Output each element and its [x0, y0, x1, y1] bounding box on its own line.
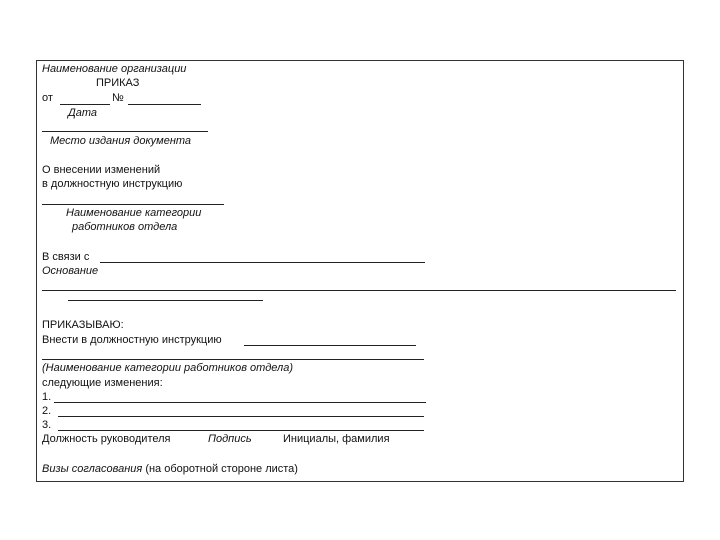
item-1-blank-line — [54, 402, 426, 403]
document-frame — [36, 60, 684, 482]
item-2-blank-line — [58, 416, 424, 417]
category-parenthetical: (Наименование категории работников отдела) — [42, 362, 294, 374]
visa-note: (на оборотной стороне листа) — [145, 463, 298, 475]
reason-blank-line — [100, 262, 425, 263]
place-blank-line — [42, 131, 208, 132]
category-caption-1: Наименование категории — [66, 207, 202, 219]
place-caption: Место издания документа — [50, 135, 192, 147]
number-blank-line — [128, 104, 201, 105]
changes-label: следующие изменения: — [42, 377, 163, 389]
visa-label: Визы согласования — [42, 463, 143, 475]
item-3-blank-line — [58, 430, 424, 431]
item-3-number: 3. — [42, 419, 52, 431]
date-prefix: от — [42, 92, 53, 104]
date-blank-line — [60, 104, 110, 105]
reason-prefix: В связи с — [42, 251, 90, 263]
sign-position: Должность руководителя — [42, 433, 171, 445]
sign-signature: Подпись — [208, 433, 252, 445]
basis-label: Основание — [42, 265, 99, 277]
order-word: ПРИКАЗЫВАЮ: — [42, 319, 124, 331]
item-2-number: 2. — [42, 405, 52, 417]
amend-blank-line-1 — [244, 345, 416, 346]
date-caption: Дата — [68, 107, 98, 119]
subject-line-2: в должностную инструкцию — [42, 178, 183, 190]
subject-line-1: О внесении изменений — [42, 164, 161, 176]
item-1-number: 1. — [42, 391, 52, 403]
category-caption-2: работников отдела — [72, 221, 178, 233]
order-title: ПРИКАЗ — [96, 77, 140, 89]
basis-blank-line-2 — [68, 300, 263, 301]
basis-blank-line-1 — [42, 290, 676, 291]
org-name: Наименование организации — [42, 63, 187, 75]
amend-blank-line-2 — [42, 359, 424, 360]
visa-line — [42, 462, 298, 476]
sign-name: Инициалы, фамилия — [283, 433, 390, 445]
category-blank-line — [42, 204, 224, 205]
number-sign: № — [112, 92, 124, 104]
amend-prefix: Внести в должностную инструкцию — [42, 334, 222, 346]
